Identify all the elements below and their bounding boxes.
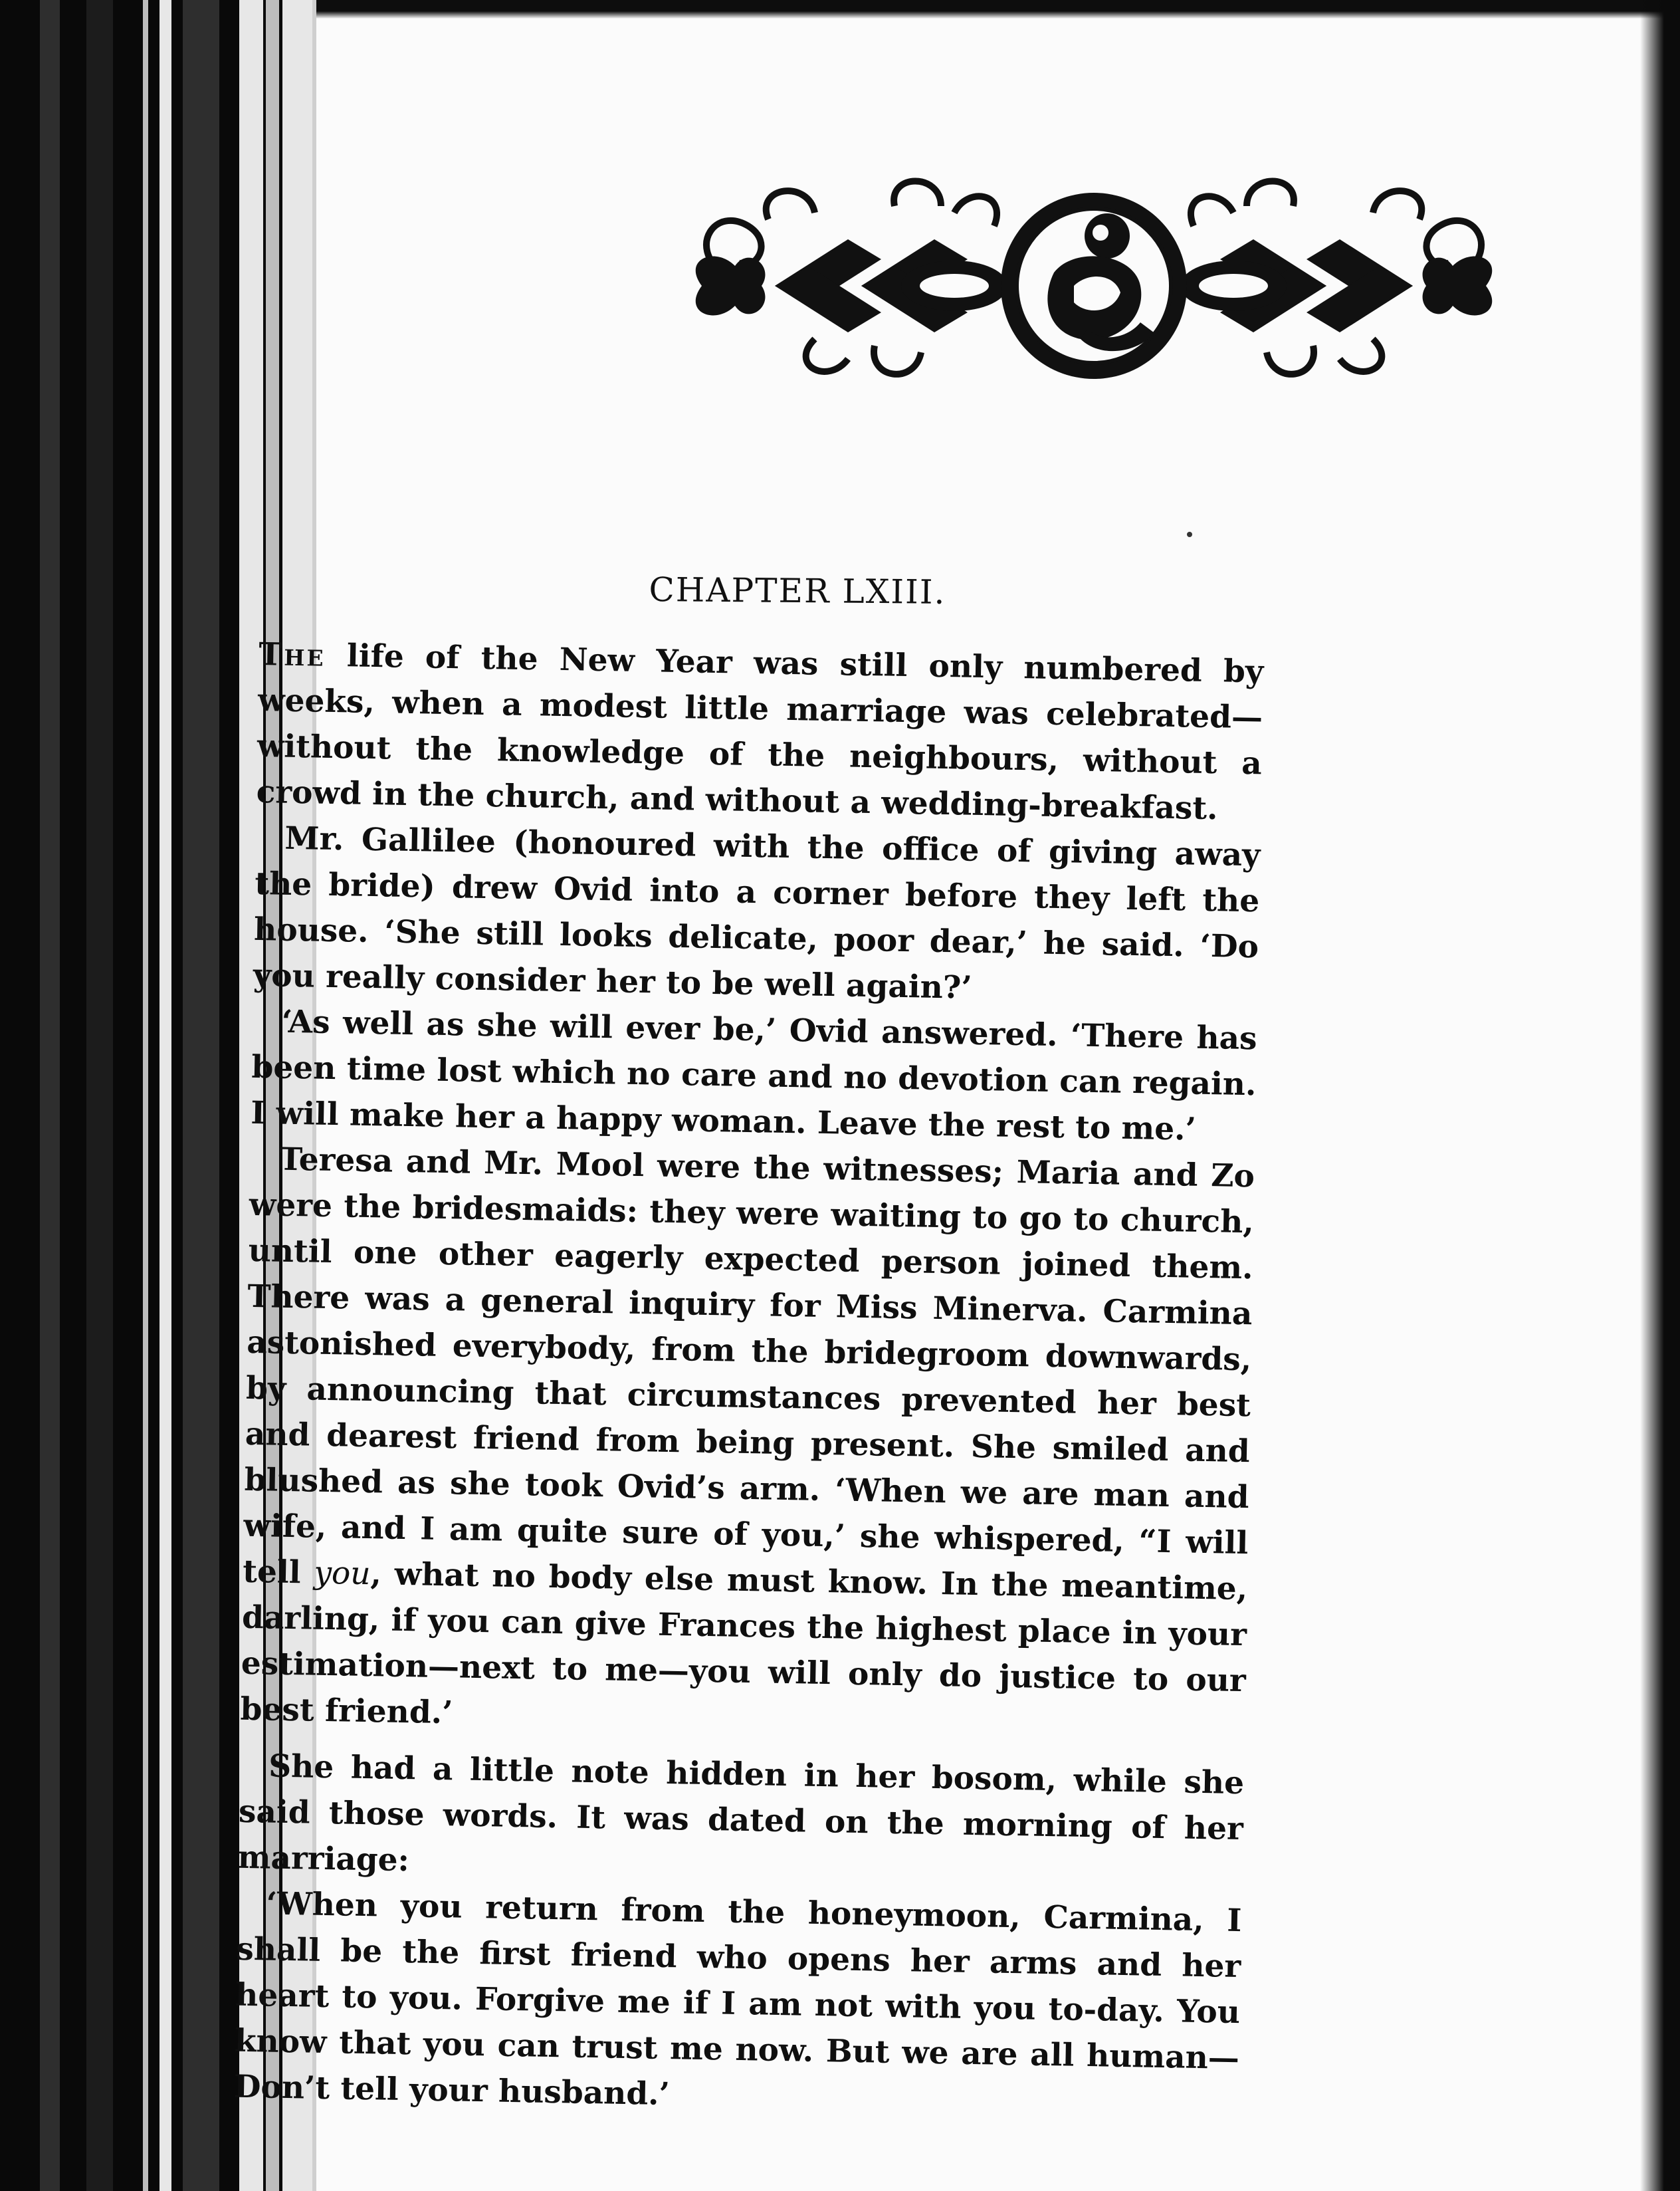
- page-edge: [159, 0, 171, 2191]
- paragraph: ‘As well as she will ever be,’ Ovid answered. ‘There has been time lost which no care and no devotion can regain. I will make her a happy woman. Leave the rest to me.’: [250, 1003, 1258, 1148]
- print-speck: [1187, 532, 1192, 537]
- lead-small-caps: The: [258, 635, 326, 674]
- paragraph-text: life of the New Year was still only numbered by weeks, when a modest little marriage was celebrated—without the knowledge of the neighbours, without a crowd in the church, and without a wedding-breakfast.: [256, 637, 1264, 828]
- paragraph: She had a little note hidden in her bosom, while she said those words. It was dated on the morning of her marriage:: [237, 1748, 1245, 1879]
- page-edge: [143, 0, 148, 2191]
- paragraph: [240, 1136, 1255, 1750]
- paragraph: Mr. Gallilee (honoured with the office of giving away the bride) drew Ovid into a corner before they left the house. ‘She still looks delicate, poor dear,’ he said. ‘Do you really consider her to be well again?’: [253, 820, 1261, 1006]
- page-right-shadow: [1640, 0, 1680, 2191]
- ornament-headpiece: [675, 173, 1513, 399]
- paragraph-text: , what no body else must know. In the meantime, darling, if you can give Frances the highest place in your estimation—next to me—you will only do justice to our best friend.’: [240, 1556, 1248, 1732]
- page-edge: [183, 0, 219, 2191]
- chapter-title: CHAPTER LXIII.: [649, 570, 946, 612]
- chapter-body: [233, 632, 1264, 2127]
- page-top-shadow: [316, 0, 1680, 19]
- paragraph: [256, 632, 1264, 832]
- paragraph-text: Teresa and Mr. Mool were the witnesses; Maria and Zo were the bridesmaids: they were waiting to go to church, until one other eagerly expected person joined them. There was a general inquiry for Miss Minerva. Carmina astonished everybody, from the bridegroom downwards, by announcing that circumstances prevented her best and dearest friend from being present. She smiled and blushed as she took Ovid’s arm. ‘When we are man and wife, and I am quite sure of you,’ she whispered, “I will tell: [242, 1141, 1255, 1591]
- italic-word: you: [313, 1554, 371, 1593]
- page-edge: [86, 0, 113, 2191]
- paragraph: ‘When you return from the honeymoon, Carmina, I shall be the first friend who opens her arms and her heart to you. Forgive me if I am not with you to-day. You know that you can trust me now. But we are all human—Don’t tell your husband.’: [233, 1885, 1242, 2113]
- page-edge: [40, 0, 60, 2191]
